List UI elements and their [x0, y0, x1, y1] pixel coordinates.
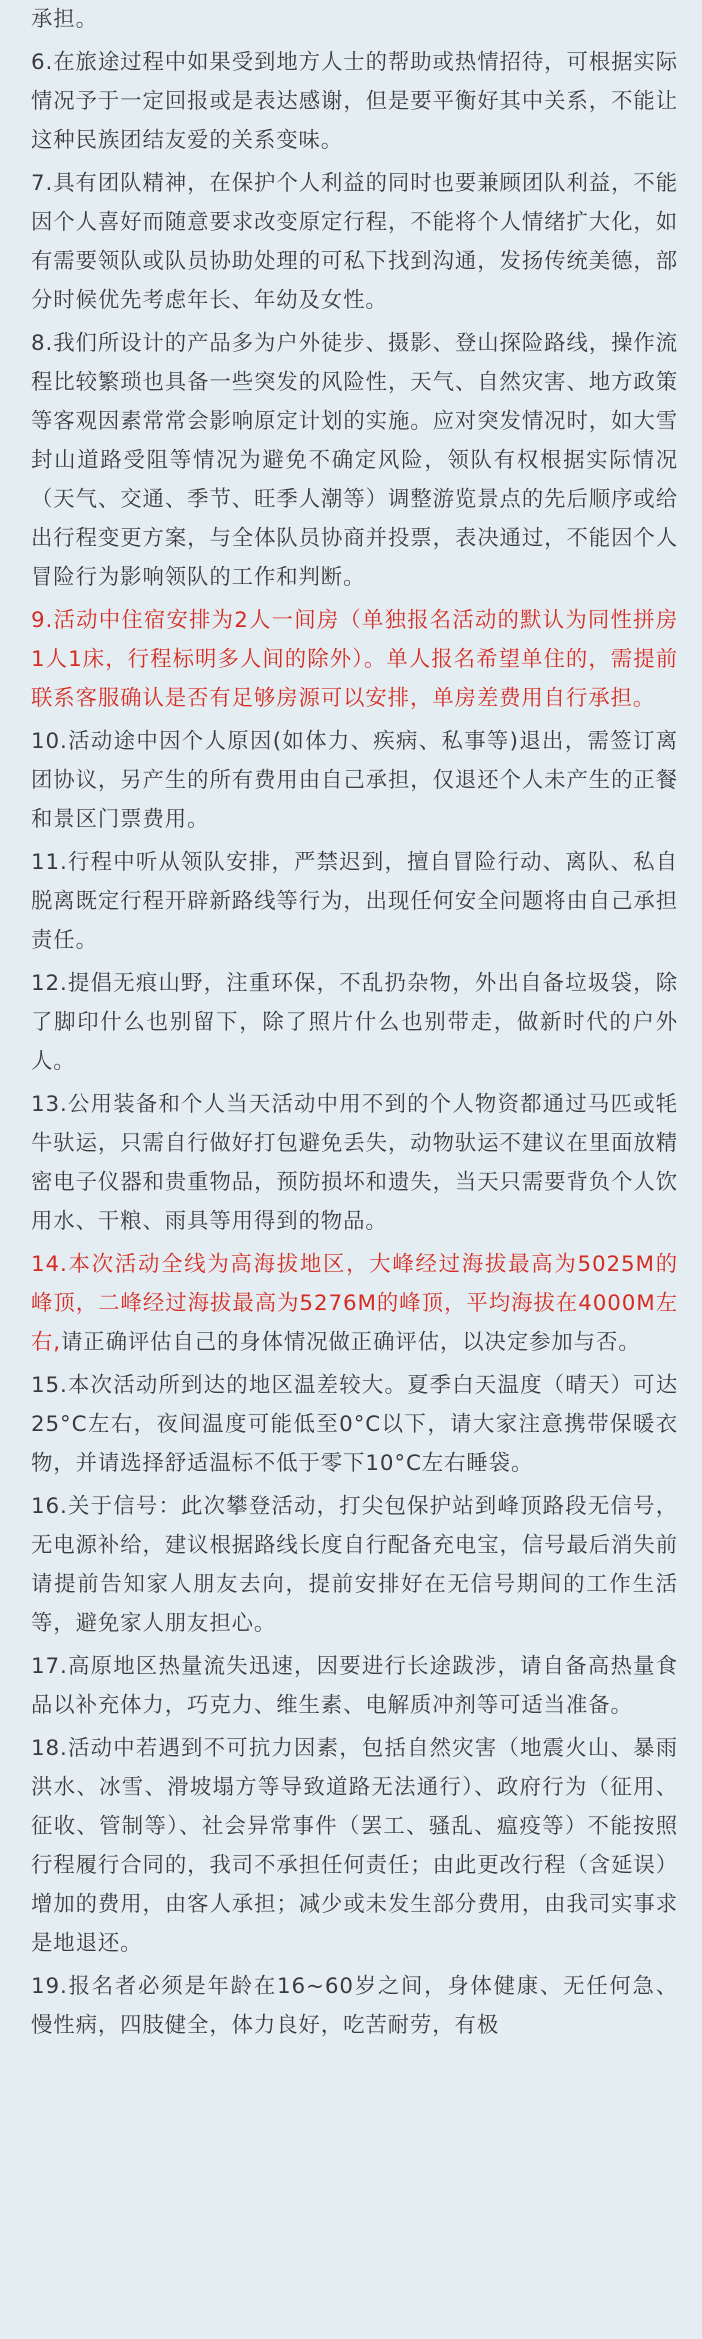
- paragraph-7-team-spirit: 7.具有团队精神，在保护个人利益的同时也要兼顾团队利益，不能因个人喜好而随意要求改变原定行程，不能将个人情绪扩大化，如有需要领队或队员协助处理的可私下找到沟通，发扬传统美德，部分时候优先考虑年长、年幼及女性。: [31, 171, 678, 313]
- paragraph-15-temperature: 15.本次活动所到达的地区温差较大。夏季白天温度（晴天）可达25°C左右，夜间温度可能低至0°C以下，请大家注意携带保暖衣物，并请选择舒适温标不低于零下10°C左右睡袋。: [31, 1373, 678, 1476]
- paragraph-12-leave-no-trace: 12.提倡无痕山野，注重环保，不乱扔杂物，外出自备垃圾袋，除了脚印什么也别留下，除了照片什么也别带走，做新时代的户外人。: [31, 971, 678, 1074]
- paragraph-14-altitude: [31, 1245, 678, 1362]
- paragraph-18-force-majeure: 18.活动中若遇到不可抗力因素，包括自然灾害（地震火山、暴雨洪水、冰雪、滑坡塌方等导致道路无法通行）、政府行为（征用、征收、管制等）、社会异常事件（罢工、骚乱、瘟疫等）不能按照行程履行合同的，我司不承担任何责任；由此更改行程（含延误）增加的费用，由客人承担；减少或未发生部分费用，由我司实事求是地退还。: [31, 1736, 678, 1956]
- altitude-warning-highlight: 14.本次活动全线为高海拔地区，大峰经过海拔最高为5025M的峰顶，二峰经过海拔最高为5276M的峰顶，平均海拔在4000M左右,: [31, 1252, 678, 1355]
- paragraph-10-leaving-group: 10.活动途中因个人原因(如体力、疾病、私事等)退出，需签订离团协议，另产生的所有费用由自己承担，仅退还个人未产生的正餐和景区门票费用。: [31, 729, 678, 832]
- paragraph-5-ending: 承担。: [31, 7, 98, 32]
- paragraph-6-local-hospitality: 6.在旅途过程中如果受到地方人士的帮助或热情招待，可根据实际情况予于一定回报或是表达感谢，但是要平衡好其中关系，不能让这种民族团结友爱的关系变味。: [31, 50, 678, 153]
- paragraph-13-gear-transport: 13.公用装备和个人当天活动中用不到的个人物资都通过马匹或牦牛驮运，只需自行做好打包避免丢失，动物驮运不建议在里面放精密电子仪器和贵重物品，预防损坏和遗失，当天只需要背负个人饮用水、干粮、雨具等用得到的物品。: [31, 1092, 678, 1234]
- altitude-warning-advice: 请正确评估自己的身体情况做正确评估，以决定参加与否。: [61, 1330, 641, 1355]
- paragraph-8-itinerary-changes: 8.我们所设计的产品多为户外徒步、摄影、登山探险路线，操作流程比较繁琐也具备一些突发的风险性，天气、自然灾害、地方政策等客观因素常常会影响原定计划的实施。应对突发情况时，如大雪封山道路受阻等情况为避免不确定风险，领队有权根据实际情况（天气、交通、季节、旺季人潮等）调整游览景点的先后顺序或给出行程变更方案，与全体队员协商并投票，表决通过，不能因个人冒险行为影响领队的工作和判断。: [31, 331, 678, 590]
- paragraph-9-accommodation: 9.活动中住宿安排为2人一间房（单独报名活动的默认为同性拼房1人1床，行程标明多人间的除外）。单人报名希望单住的，需提前联系客服确认是否有足够房源可以安排，单房差费用自行承担。: [31, 608, 678, 711]
- paragraph-17-food: 17.高原地区热量流失迅速，因要进行长途跋涉，请自备高热量食品以补充体力，巧克力、维生素、电解质冲剂等可适当准备。: [31, 1654, 678, 1718]
- paragraph-19-eligibility: 19.报名者必须是年龄在16~60岁之间，身体健康、无任何急、慢性病，四肢健全，体力良好，吃苦耐劳，有极: [31, 1974, 678, 2038]
- paragraph-16-signal: 16.关于信号：此次攀登活动，打尖包保护站到峰顶路段无信号，无电源补给，建议根据路线长度自行配备充电宝，信号最后消失前请提前告知家人朋友去向，提前安排好在无信号期间的工作生活等，避免家人朋友担心。: [31, 1494, 678, 1636]
- paragraph-11-follow-leader: 11.行程中听从领队安排，严禁迟到，擅自冒险行动、离队、私自脱离既定行程开辟新路线等行为，出现任何安全问题将由自己承担责任。: [31, 850, 678, 953]
